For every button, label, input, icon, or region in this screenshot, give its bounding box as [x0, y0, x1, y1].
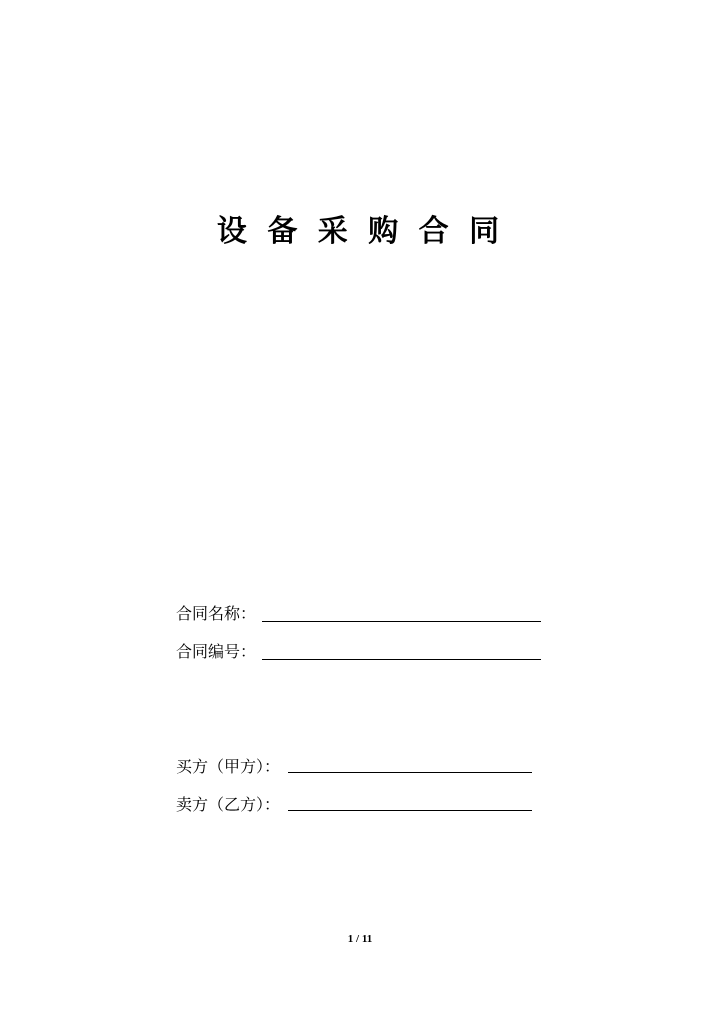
seller-blank-line	[288, 810, 532, 811]
document-title: 设 备 采 购 合 同	[216, 214, 504, 249]
contract-number-blank-line	[262, 659, 541, 660]
page-number: 1 / 11	[347, 933, 373, 945]
contract-name-blank-line	[262, 621, 541, 622]
seller-label: 卖方（乙方）：	[176, 795, 281, 814]
contract-number-label: 合同编号：	[176, 642, 257, 661]
buyer-blank-line	[288, 772, 532, 773]
contract-name-label: 合同名称：	[176, 604, 257, 623]
buyer-label: 买方（甲方）：	[176, 757, 281, 776]
